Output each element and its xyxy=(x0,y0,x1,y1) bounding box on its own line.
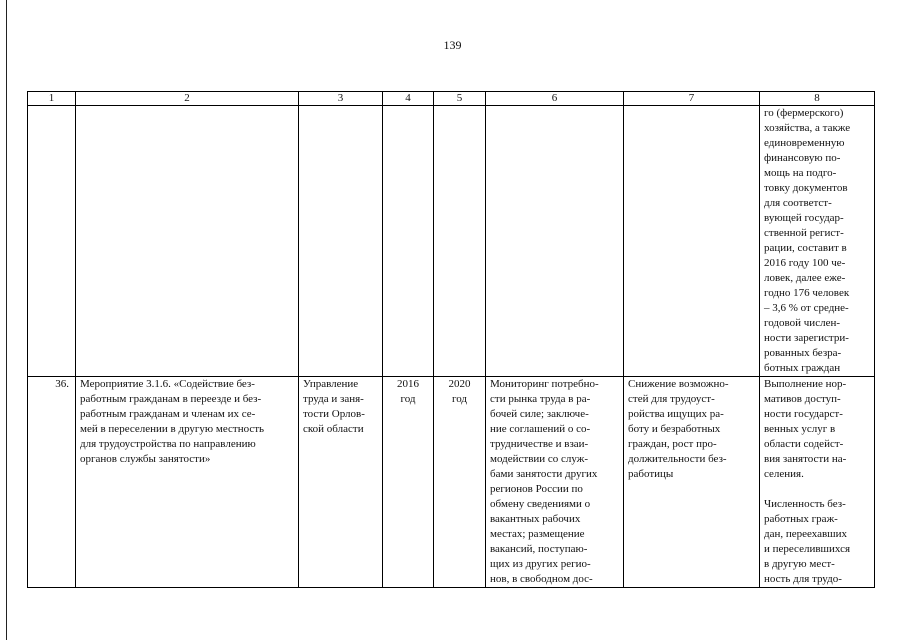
indicator-cell-continued: го (фермерского) хозяйства, а также единовременную финансовую по- мощь на подго- товку документов для соответст- вующей государ- ственной регист- рации, составит в 2016 году 100 че- ловек, далее еже- годно 176 человек – 3,6 % от средне- годовой числен- ности зарегистри- рованных безра- ботных граждан xyxy=(760,106,875,377)
program-measures-table xyxy=(27,91,875,588)
column-header: 4 xyxy=(383,92,434,106)
table-cell-empty xyxy=(299,106,383,377)
table-cell-empty xyxy=(486,106,624,377)
column-header: 7 xyxy=(624,92,760,106)
column-header: 2 xyxy=(76,92,299,106)
table-row xyxy=(28,377,875,588)
table-cell-empty xyxy=(76,106,299,377)
page-number: 139 xyxy=(443,38,462,52)
table-cell-empty xyxy=(383,106,434,377)
table-cell-empty xyxy=(434,106,486,377)
left-margin-rule xyxy=(6,0,7,640)
consequence-cell: Снижение возможно- стей для трудоуст- ройства ищущих ра- боту и безработных граждан, рост про- должительности без- работицы xyxy=(624,377,760,588)
column-number-row xyxy=(28,92,875,106)
column-header: 3 xyxy=(299,92,383,106)
executor-cell: Управление труда и заня- тости Орлов- ской области xyxy=(299,377,383,588)
content-cell: Мониторинг потребно- сти рынка труда в ра- бочей силе; заключе- ние соглашений о со- трудничестве и взаи- модействии со служ- бами занятости других регионов России по обмену сведениями о вакантных рабочих местах; размещение вакансий, поступаю- щих из других регио- нов, в свободном дос- xyxy=(486,377,624,588)
end-year-cell: 2020 год xyxy=(434,377,486,588)
table-cell-empty xyxy=(28,106,76,377)
start-year-cell: 2016 год xyxy=(383,377,434,588)
column-header: 6 xyxy=(486,92,624,106)
column-header: 1 xyxy=(28,92,76,106)
column-header: 8 xyxy=(760,92,875,106)
table-row xyxy=(28,106,875,377)
row-number-cell: 36. xyxy=(28,377,76,588)
column-header: 5 xyxy=(434,92,486,106)
table-cell-empty xyxy=(624,106,760,377)
indicator-cell: Выполнение нор- мативов доступ- ности государст- венных услуг в области содейст- вия занятости на- селения. Численность без- работных граж- дан, переехавших и переселившихся в другую мест- ность для трудо- xyxy=(760,377,875,588)
measure-name-cell: Мероприятие 3.1.6. «Содействие без- работным гражданам в переезде и без- работным гражданам и членам их се- мей в переселении в другую местность для трудоустройства по направлению органов службы занятости» xyxy=(76,377,299,588)
